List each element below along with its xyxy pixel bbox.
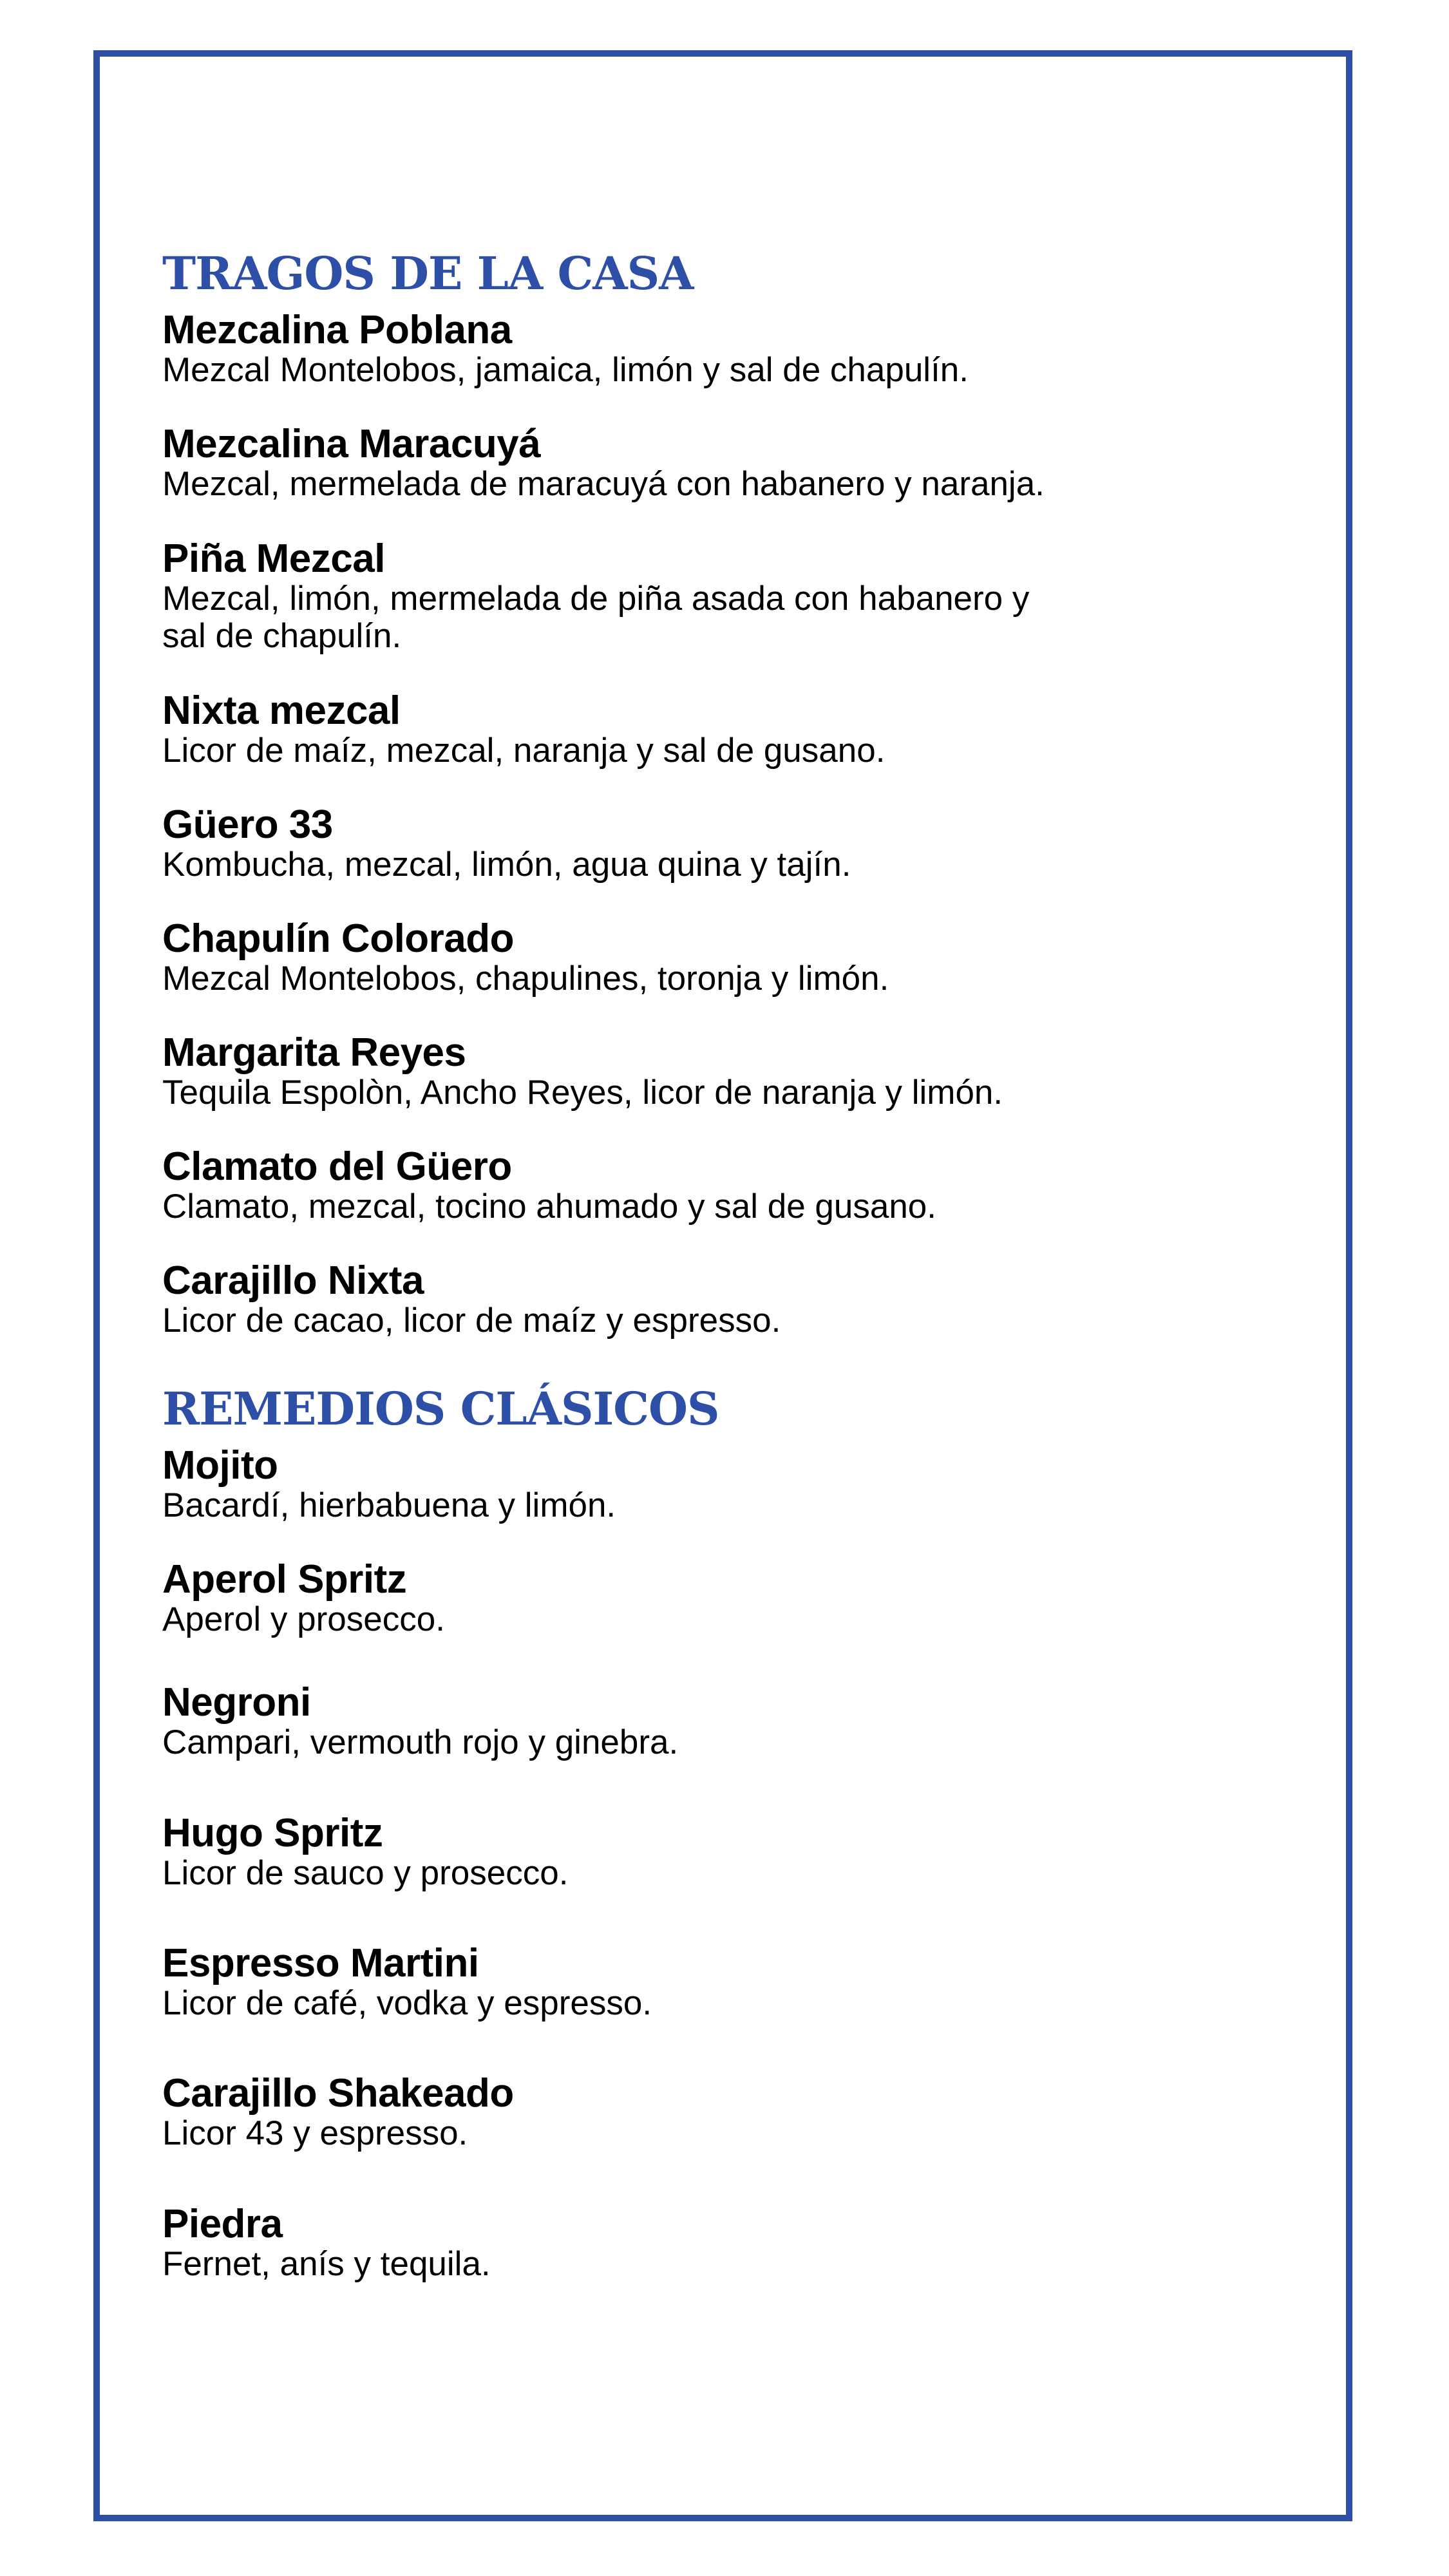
menu-item-espresso-martini: [162, 1942, 1141, 2022]
menu-item-guero-33: [162, 804, 1141, 884]
menu-item-mezcalina-maracuya: [162, 423, 1141, 503]
item-name: Clamato del Güero: [162, 1144, 512, 1189]
item-description: Licor 43 y espresso.: [162, 2114, 468, 2152]
item-description: Kombucha, mezcal, limón, agua quina y tajín.: [162, 846, 851, 884]
menu-item-piedra: [162, 2203, 1141, 2283]
item-name: Piña Mezcal: [162, 536, 385, 581]
menu-item-mojito: [162, 1444, 1141, 1524]
item-name: Mezcalina Maracuyá: [162, 422, 541, 466]
item-name: Aperol Spritz: [162, 1557, 407, 1602]
item-description: Licor de café, vodka y espresso.: [162, 1984, 652, 2022]
menu-item-nixta-mezcal: [162, 690, 1141, 770]
item-name: Espresso Martini: [162, 1941, 479, 1985]
menu-item-hugo-spritz: [162, 1812, 1141, 1892]
section-title-tragos-de-la-casa: TRAGOS DE LA CASA: [162, 247, 694, 300]
menu-item-pina-mezcal: [162, 538, 1141, 655]
item-description: Mezcal Montelobos, chapulines, toronja y limón.: [162, 960, 889, 998]
item-name: Güero 33: [162, 802, 333, 847]
item-description: Mezcal, mermelada de maracuyá con habanero y naranja.: [162, 465, 1045, 503]
item-name: Chapulín Colorado: [162, 916, 515, 961]
item-description: Mezcal, limón, mermelada de piña asada con habanero y sal de chapulín.: [162, 580, 1030, 655]
item-description: Licor de maíz, mezcal, naranja y sal de gusano.: [162, 732, 886, 770]
item-description: Mezcal Montelobos, jamaica, limón y sal de chapulín.: [162, 351, 969, 389]
item-description: Licor de sauco y prosecco.: [162, 1854, 569, 1892]
item-name: Margarita Reyes: [162, 1030, 466, 1075]
item-description: Clamato, mezcal, tocino ahumado y sal de gusano.: [162, 1188, 936, 1226]
menu-item-clamato-del-guero: [162, 1146, 1141, 1226]
item-name: Negroni: [162, 1680, 311, 1725]
item-description: Aperol y prosecco.: [162, 1600, 445, 1638]
item-name: Mezcalina Poblana: [162, 308, 512, 352]
item-name: Piedra: [162, 2202, 283, 2246]
item-description: Campari, vermouth rojo y ginebra.: [162, 1723, 679, 1761]
item-description: Fernet, anís y tequila.: [162, 2245, 491, 2283]
section-title-remedios-clasicos: REMEDIOS CLÁSICOS: [162, 1382, 719, 1435]
menu-item-carajillo-nixta: [162, 1260, 1141, 1340]
item-name: Mojito: [162, 1443, 278, 1488]
item-description: Bacardí, hierbabuena y limón.: [162, 1486, 616, 1524]
item-name: Carajillo Nixta: [162, 1258, 424, 1303]
menu-item-negroni: [162, 1681, 1141, 1761]
item-description: Tequila Espolòn, Ancho Reyes, licor de naranja y limón.: [162, 1074, 1003, 1112]
menu-item-mezcalina-poblana: [162, 309, 1141, 389]
item-description: Licor de cacao, licor de maíz y espresso.: [162, 1302, 781, 1340]
item-name: Carajillo Shakeado: [162, 2071, 514, 2116]
item-name: Hugo Spritz: [162, 1811, 383, 1855]
menu-item-aperol-spritz: [162, 1558, 1141, 1638]
item-name: Nixta mezcal: [162, 688, 401, 733]
menu-item-margarita-reyes: [162, 1032, 1141, 1112]
menu-item-chapulin-colorado: [162, 918, 1141, 998]
menu-item-carajillo-shakeado: [162, 2072, 1141, 2152]
